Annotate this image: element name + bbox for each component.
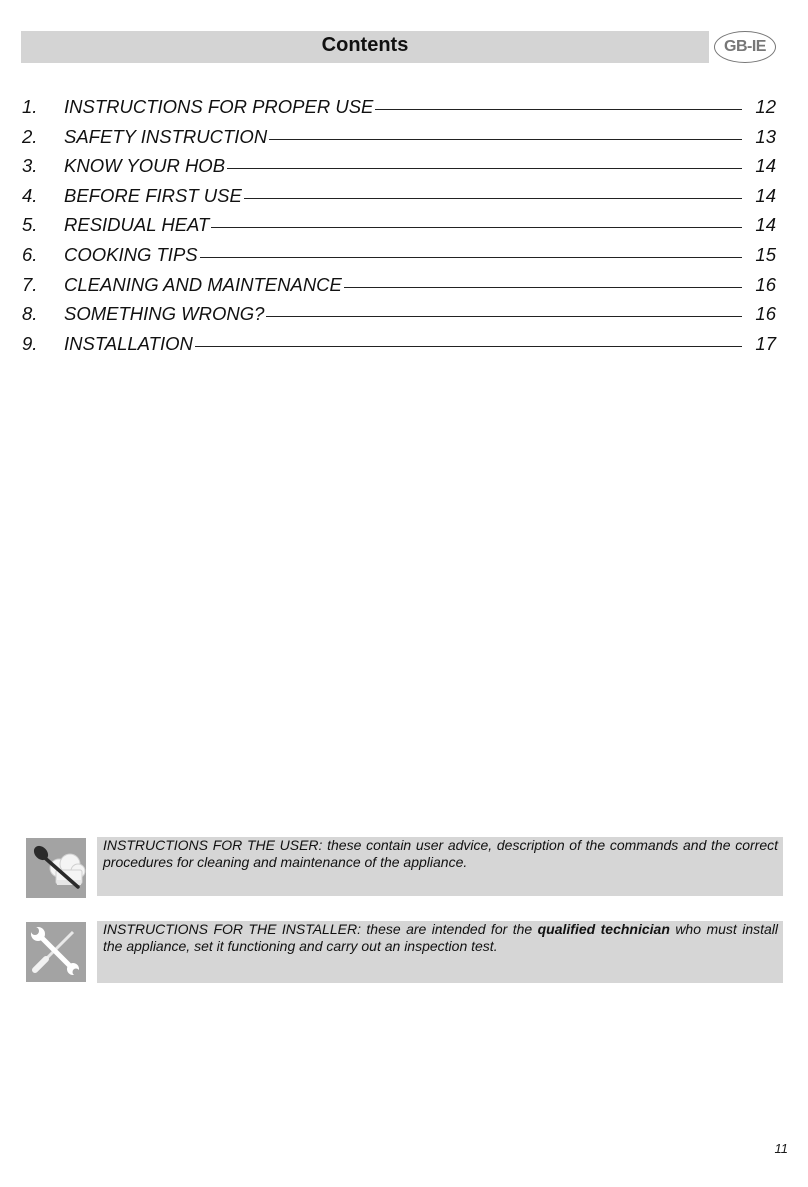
user-instructions-note xyxy=(97,837,783,896)
toc-page: 14 xyxy=(755,214,776,236)
toc-leader-line xyxy=(375,109,742,110)
toc-page: 13 xyxy=(755,125,776,147)
header-bar xyxy=(21,31,709,63)
toc-leader-line xyxy=(344,287,742,288)
toc-title: CLEANING AND MAINTENANCE xyxy=(64,273,342,295)
toc-leader-line xyxy=(266,316,742,317)
toc-leader-line xyxy=(200,257,742,258)
installer-instructions-note xyxy=(97,921,783,983)
toc-entry[interactable] xyxy=(22,155,776,185)
user-instructions-text: INSTRUCTIONS FOR THE USER: these contain user advice, description of the commands and the correct procedures for cleaning and maintenance of the appliance. xyxy=(103,837,778,870)
toc-entry[interactable] xyxy=(22,126,776,156)
toc-page: 14 xyxy=(755,155,776,177)
toc-number: 5. xyxy=(22,214,38,236)
toc-number: 7. xyxy=(22,273,38,295)
toc-leader-line xyxy=(244,198,742,199)
toc-entry[interactable] xyxy=(22,303,776,333)
toc-leader-line xyxy=(227,168,742,169)
toc-title: INSTRUCTIONS FOR PROPER USE xyxy=(64,96,374,117)
toc-title: SAFETY INSTRUCTION xyxy=(64,125,268,147)
toc-number: 4. xyxy=(22,184,38,206)
installer-text-start: INSTRUCTIONS FOR THE INSTALLER: these are intended for the xyxy=(103,921,538,937)
toc-number: 3. xyxy=(22,155,38,177)
toc-page: 14 xyxy=(755,184,776,206)
toc-number: 2. xyxy=(22,125,38,147)
chef-spoon-icon xyxy=(26,838,86,898)
language-badge: GB-IE xyxy=(714,31,776,63)
installer-instructions-text xyxy=(103,921,778,955)
toc-number: 8. xyxy=(22,303,38,325)
toc-page: 16 xyxy=(755,273,776,295)
toc-entry[interactable] xyxy=(22,244,776,274)
table-of-contents xyxy=(22,96,776,362)
installer-text-end: who must install the appliance, set it functioning and carry out an inspection test. xyxy=(103,921,779,954)
toc-title: RESIDUAL HEAT xyxy=(64,214,210,236)
toc-number: 6. xyxy=(22,243,38,265)
toc-title: KNOW YOUR HOB xyxy=(64,155,226,177)
toc-page: 16 xyxy=(755,303,776,325)
tools-icon xyxy=(26,922,86,982)
qualified-technician-emphasis: qualified technician xyxy=(537,921,670,937)
toc-entry[interactable] xyxy=(22,214,776,244)
toc-leader-line xyxy=(195,346,742,347)
toc-title: COOKING TIPS xyxy=(64,243,198,265)
toc-title: SOMETHING WRONG? xyxy=(64,303,265,325)
toc-page: 17 xyxy=(755,332,776,354)
toc-leader-line xyxy=(211,227,742,228)
toc-title: BEFORE FIRST USE xyxy=(64,184,242,206)
toc-entry[interactable] xyxy=(22,185,776,215)
toc-page: 15 xyxy=(755,243,776,265)
toc-entry[interactable] xyxy=(22,333,776,363)
toc-page: 12 xyxy=(755,96,776,117)
toc-leader-line xyxy=(269,139,742,140)
toc-entry[interactable] xyxy=(22,274,776,304)
page-title: Contents xyxy=(321,34,409,56)
toc-number: 9. xyxy=(22,332,38,354)
toc-title: INSTALLATION xyxy=(64,332,193,354)
toc-entry[interactable] xyxy=(22,96,776,126)
toc-number: 1. xyxy=(22,96,38,117)
page-number: 11 xyxy=(774,1141,788,1156)
